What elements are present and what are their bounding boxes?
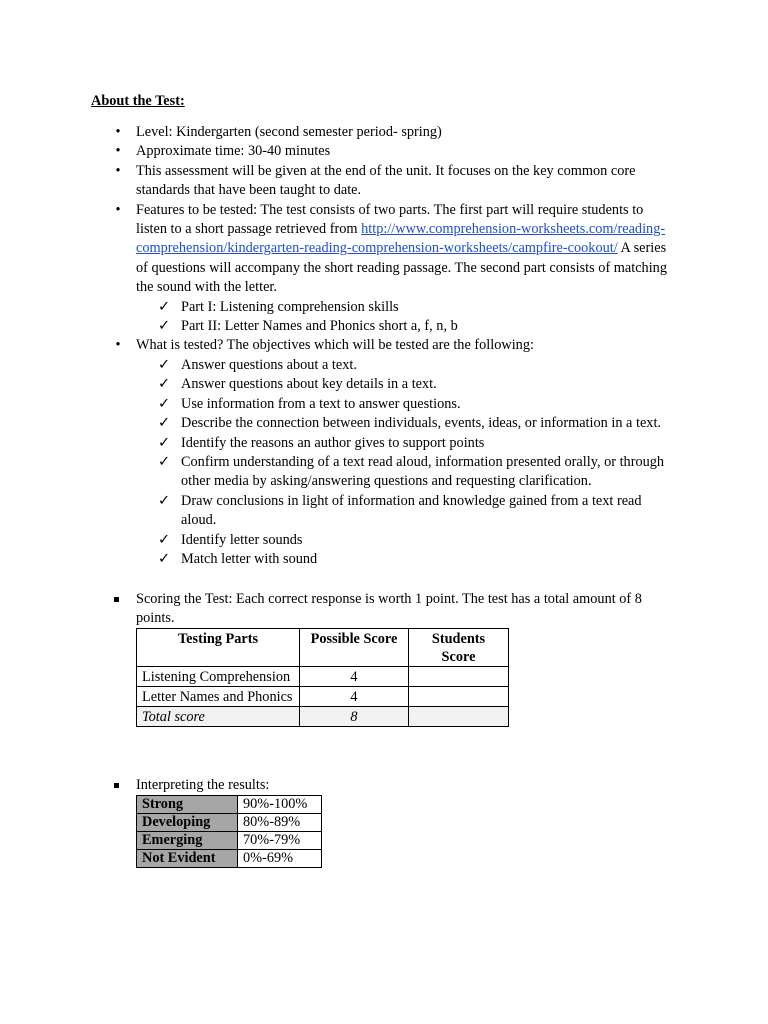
student-score-cell bbox=[409, 707, 509, 727]
features-text-post: A series of questions will accompany the short reading passage. The second part consists of matching the sound with the letter. bbox=[136, 240, 667, 296]
table-row bbox=[137, 850, 322, 868]
level-cell: Strong bbox=[137, 796, 238, 814]
checkmark-icon: ✓ bbox=[158, 550, 170, 567]
table-row bbox=[137, 796, 322, 814]
level-cell: Developing bbox=[137, 814, 238, 832]
about-test-list bbox=[0, 123, 768, 569]
checkmark-icon: ✓ bbox=[158, 492, 170, 509]
table-row bbox=[137, 667, 509, 687]
scoring-list bbox=[0, 590, 768, 629]
part-cell: Listening Comprehension bbox=[137, 667, 300, 687]
bullet-icon: • bbox=[115, 124, 121, 140]
possible-score-cell: 4 bbox=[300, 667, 409, 687]
checklist-item: ✓ Part II: Letter Names and Phonics short a, f, n, b bbox=[0, 317, 672, 336]
column-header: Testing Parts bbox=[137, 629, 300, 667]
score-table bbox=[136, 628, 509, 727]
list-item-time bbox=[0, 142, 672, 161]
parts-checklist bbox=[136, 298, 672, 337]
table-header-row bbox=[137, 629, 509, 667]
range-cell: 80%-89% bbox=[238, 814, 322, 832]
table-row bbox=[137, 832, 322, 850]
range-cell: 0%-69% bbox=[238, 850, 322, 868]
checklist-item: ✓ Answer questions about key details in a text. bbox=[0, 375, 672, 394]
part-cell: Letter Names and Phonics bbox=[137, 687, 300, 707]
what-tested-text: What is tested? The objectives which will be tested are the following: bbox=[136, 337, 534, 354]
checklist-item: ✓ Confirm understanding of a text read aloud, information presented orally, or through other media by asking/answering questions and requesting clarification. bbox=[158, 453, 665, 490]
square-bullet-icon bbox=[114, 597, 119, 602]
time-text: Approximate time: 30-40 minutes bbox=[136, 143, 331, 160]
column-header: Possible Score bbox=[300, 629, 409, 667]
passage-link[interactable]: http://www.comprehension-worksheets.com/reading-comprehension/kindergarten-reading-comprehension-worksheets/campfire-cookout/ bbox=[136, 221, 666, 257]
checkmark-icon: ✓ bbox=[158, 376, 170, 393]
bullet-icon: • bbox=[115, 201, 121, 218]
bullet-icon: • bbox=[115, 143, 121, 160]
list-item-assessment bbox=[0, 162, 672, 201]
list-item-what-tested bbox=[0, 336, 672, 569]
checkmark-icon: ✓ bbox=[158, 434, 170, 451]
checklist-item: ✓ Match letter with sound bbox=[0, 550, 672, 569]
checklist-item: ✓ Draw conclusions in light of information and knowledge gained from a text read aloud. bbox=[158, 492, 642, 529]
possible-score-cell: 4 bbox=[300, 687, 409, 707]
checklist-item: ✓ Identify the reasons an author gives to support points bbox=[0, 434, 672, 453]
bullet-icon: • bbox=[115, 162, 121, 179]
checkmark-icon: ✓ bbox=[158, 453, 170, 470]
list-item-interpreting bbox=[0, 776, 672, 795]
part-cell: Total score bbox=[137, 707, 300, 727]
checklist-item: ✓ Answer questions about a text. bbox=[0, 356, 672, 375]
checklist-item: ✓ Describe the connection between individuals, events, ideas, or information in a text. bbox=[0, 414, 672, 433]
scoring-text: Scoring the Test: Each correct response is worth 1 point. The test has a total amount of 8 points. bbox=[136, 591, 642, 627]
table-row bbox=[137, 814, 322, 832]
checkmark-icon: ✓ bbox=[158, 415, 170, 432]
checkmark-icon: ✓ bbox=[158, 356, 170, 373]
range-cell: 90%-100% bbox=[238, 796, 322, 814]
table-row-total bbox=[137, 707, 509, 727]
bullet-icon: • bbox=[115, 337, 121, 354]
checklist-item: ✓ Use information from a text to answer questions. bbox=[0, 395, 672, 414]
objectives-checklist bbox=[136, 356, 672, 569]
checkmark-icon: ✓ bbox=[158, 318, 170, 335]
interpretation-table bbox=[136, 795, 322, 868]
student-score-cell bbox=[409, 687, 509, 707]
checklist-item: ✓ Part I: Listening comprehension skills bbox=[0, 298, 672, 317]
checklist-item: ✓ Identify letter sounds bbox=[0, 531, 672, 550]
interpreting-list bbox=[0, 776, 768, 795]
level-text: Level: Kindergarten (second semester period- spring) bbox=[136, 124, 442, 140]
level-cell: Not Evident bbox=[137, 850, 238, 868]
section-heading: About the Test: bbox=[91, 93, 185, 109]
checkmark-icon: ✓ bbox=[158, 531, 170, 548]
list-item-level bbox=[0, 123, 672, 142]
list-item-features bbox=[0, 201, 672, 337]
assessment-text: This assessment will be given at the end of the unit. It focuses on the key common core standards that have been taught to date. bbox=[136, 162, 636, 199]
list-item-scoring bbox=[0, 590, 672, 629]
possible-score-cell: 8 bbox=[300, 707, 409, 727]
table-row bbox=[137, 687, 509, 707]
square-bullet-icon bbox=[114, 783, 119, 788]
checkmark-icon: ✓ bbox=[158, 395, 170, 412]
range-cell: 70%-79% bbox=[238, 832, 322, 850]
student-score-cell bbox=[409, 667, 509, 687]
column-header: Students Score bbox=[409, 629, 509, 667]
level-cell: Emerging bbox=[137, 832, 238, 850]
interpreting-text: Interpreting the results: bbox=[136, 777, 270, 793]
checkmark-icon: ✓ bbox=[158, 298, 170, 315]
features-text-pre: Features to be tested: The test consists of two parts. The first part will require students to listen to a short passage retrieved from bbox=[136, 201, 644, 238]
